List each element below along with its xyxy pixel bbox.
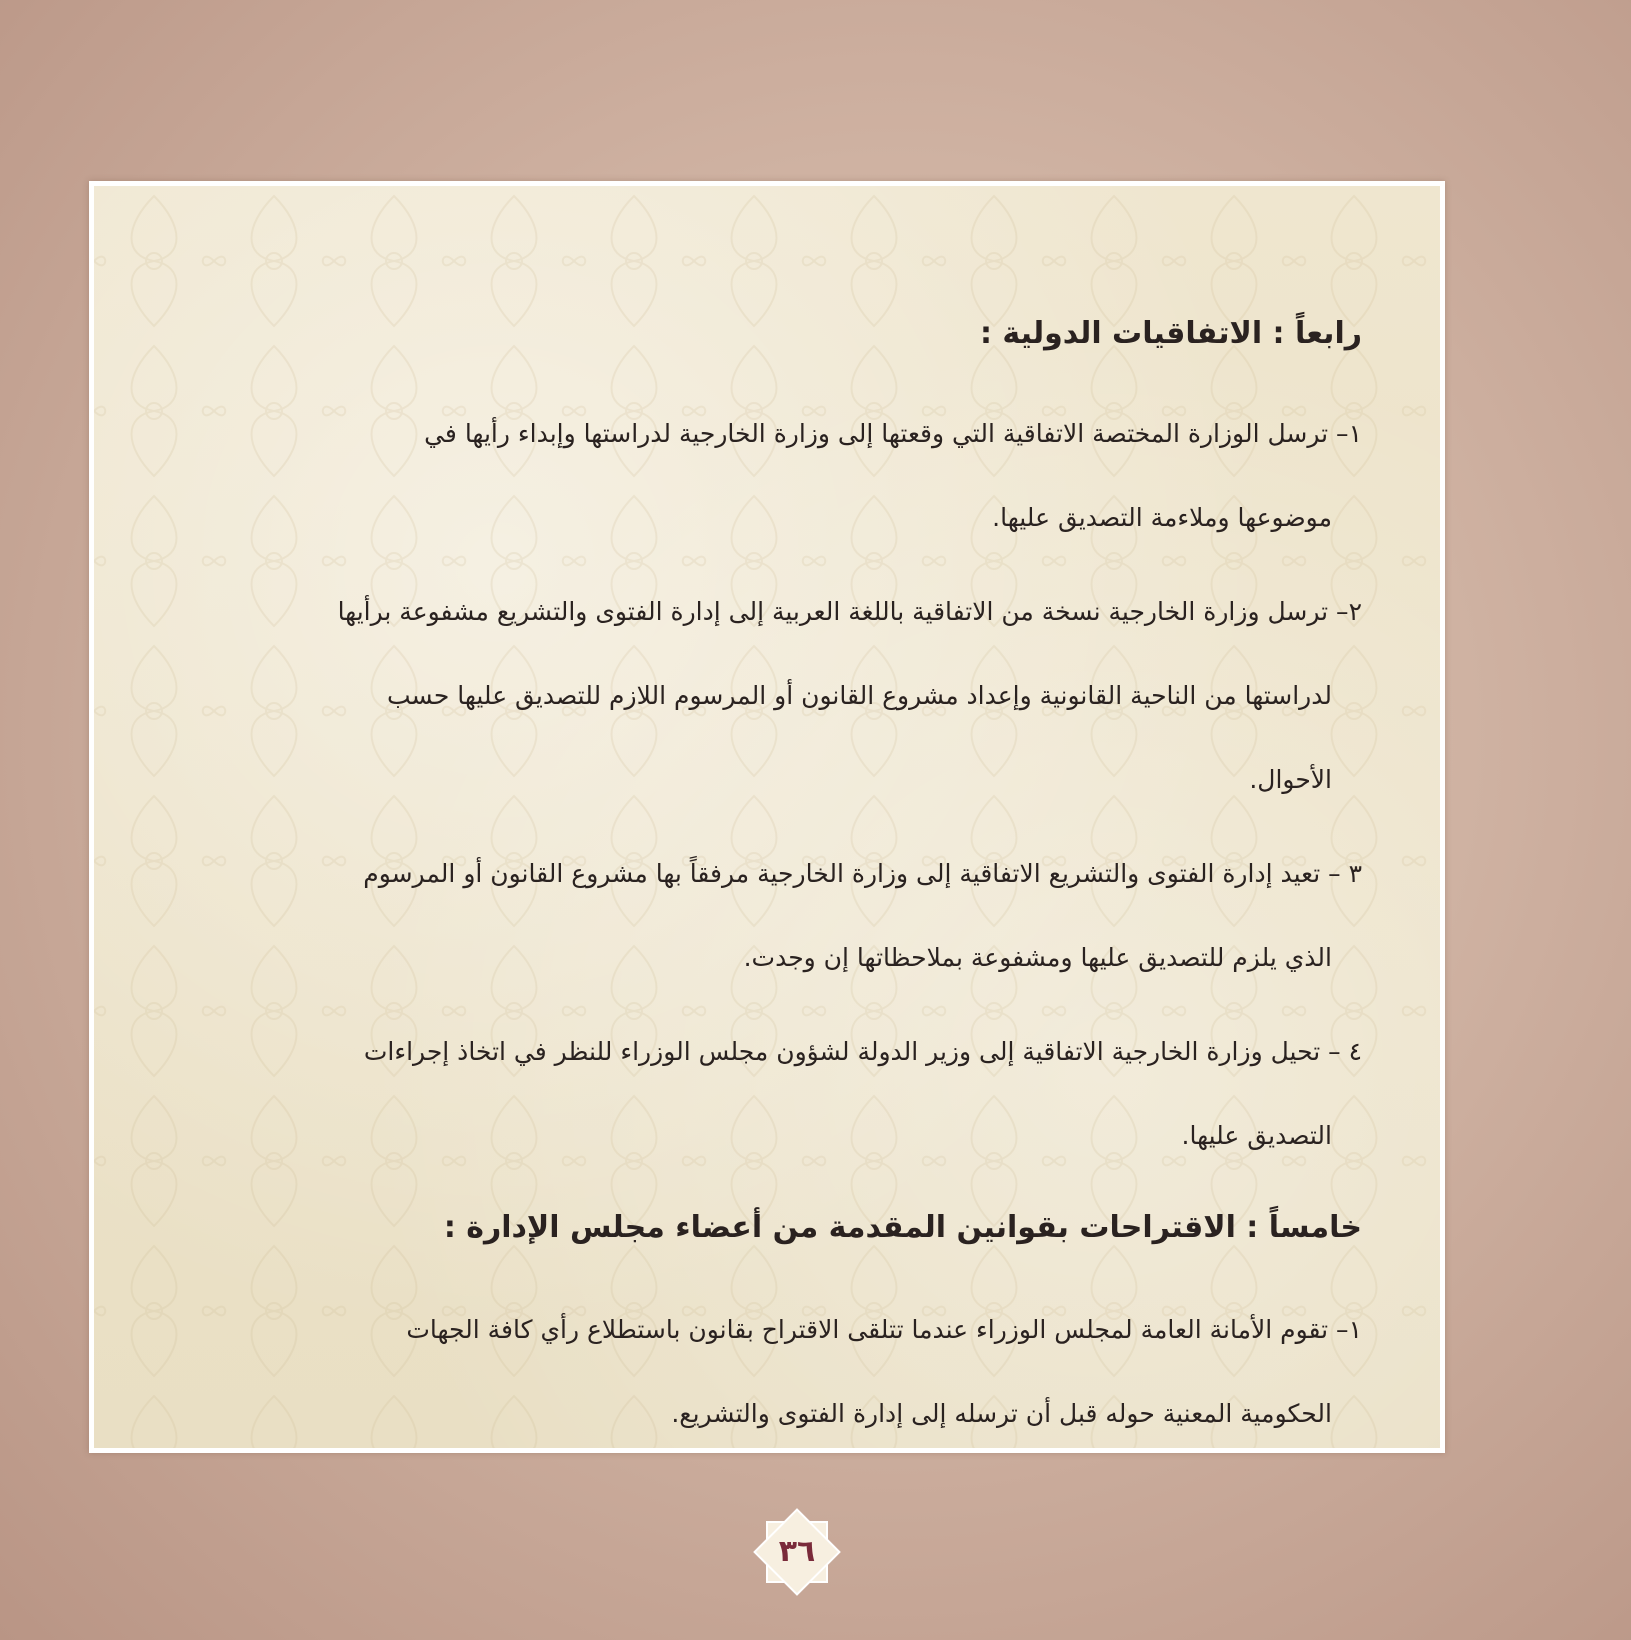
item-line: ٢– ترسل وزارة الخارجية نسخة من الاتفاقية باللغة العربية إلى إدارة الفتوى والتشريع مشفوعة برأيها	[337, 597, 1362, 626]
item-line: الذي يلزم للتصديق عليها ومشفوعة بملاحظاتها إن وجدت.	[743, 943, 1332, 972]
item-line: ١– ترسل الوزارة المختصة الاتفاقية التي وقعتها إلى وزارة الخارجية لدراستها وإبداء رأيها في	[424, 419, 1362, 448]
list-item	[179, 392, 1362, 560]
item-line: موضوعها وملاءمة التصديق عليها.	[992, 503, 1332, 532]
item-line: التصديق عليها.	[1181, 1121, 1332, 1150]
page-number: ٣٦	[778, 1534, 816, 1569]
item-line: ٤ – تحيل وزارة الخارجية الاتفاقية إلى وزير الدولة لشؤون مجلس الوزراء للنظر في اتخاذ إجراءات	[363, 1037, 1362, 1066]
item-line: لدراستها من الناحية القانونية وإعداد مشروع القانون أو المرسوم اللازم للتصديق عليها حسب	[386, 681, 1332, 710]
list-item	[179, 1288, 1362, 1456]
list-item	[179, 832, 1362, 1000]
section-heading-international-agreements: رابعاً : الاتفاقيات الدولية :	[979, 316, 1362, 351]
page-number-badge	[749, 1504, 845, 1600]
item-line: ٣ – تعيد إدارة الفتوى والتشريع الاتفاقية إلى وزارة الخارجية مرفقاً بها مشروع القانون أو المرسوم	[363, 859, 1362, 888]
document-body	[179, 304, 1362, 1456]
list-item	[179, 570, 1362, 822]
list-item	[179, 1010, 1362, 1178]
section-heading-law-proposals: خامساً : الاقتراحات بقوانين المقدمة من أعضاء مجلس الإدارة :	[443, 1210, 1362, 1245]
item-line: ١– تقوم الأمانة العامة لمجلس الوزراء عندما تتلقى الاقتراح بقانون باستطلاع رأي كافة الجهات	[406, 1315, 1362, 1344]
page-panel	[89, 181, 1445, 1453]
item-line: الحكومية المعنية حوله قبل أن ترسله إلى إدارة الفتوى والتشريع.	[671, 1399, 1332, 1428]
item-line: الأحوال.	[1249, 765, 1332, 794]
